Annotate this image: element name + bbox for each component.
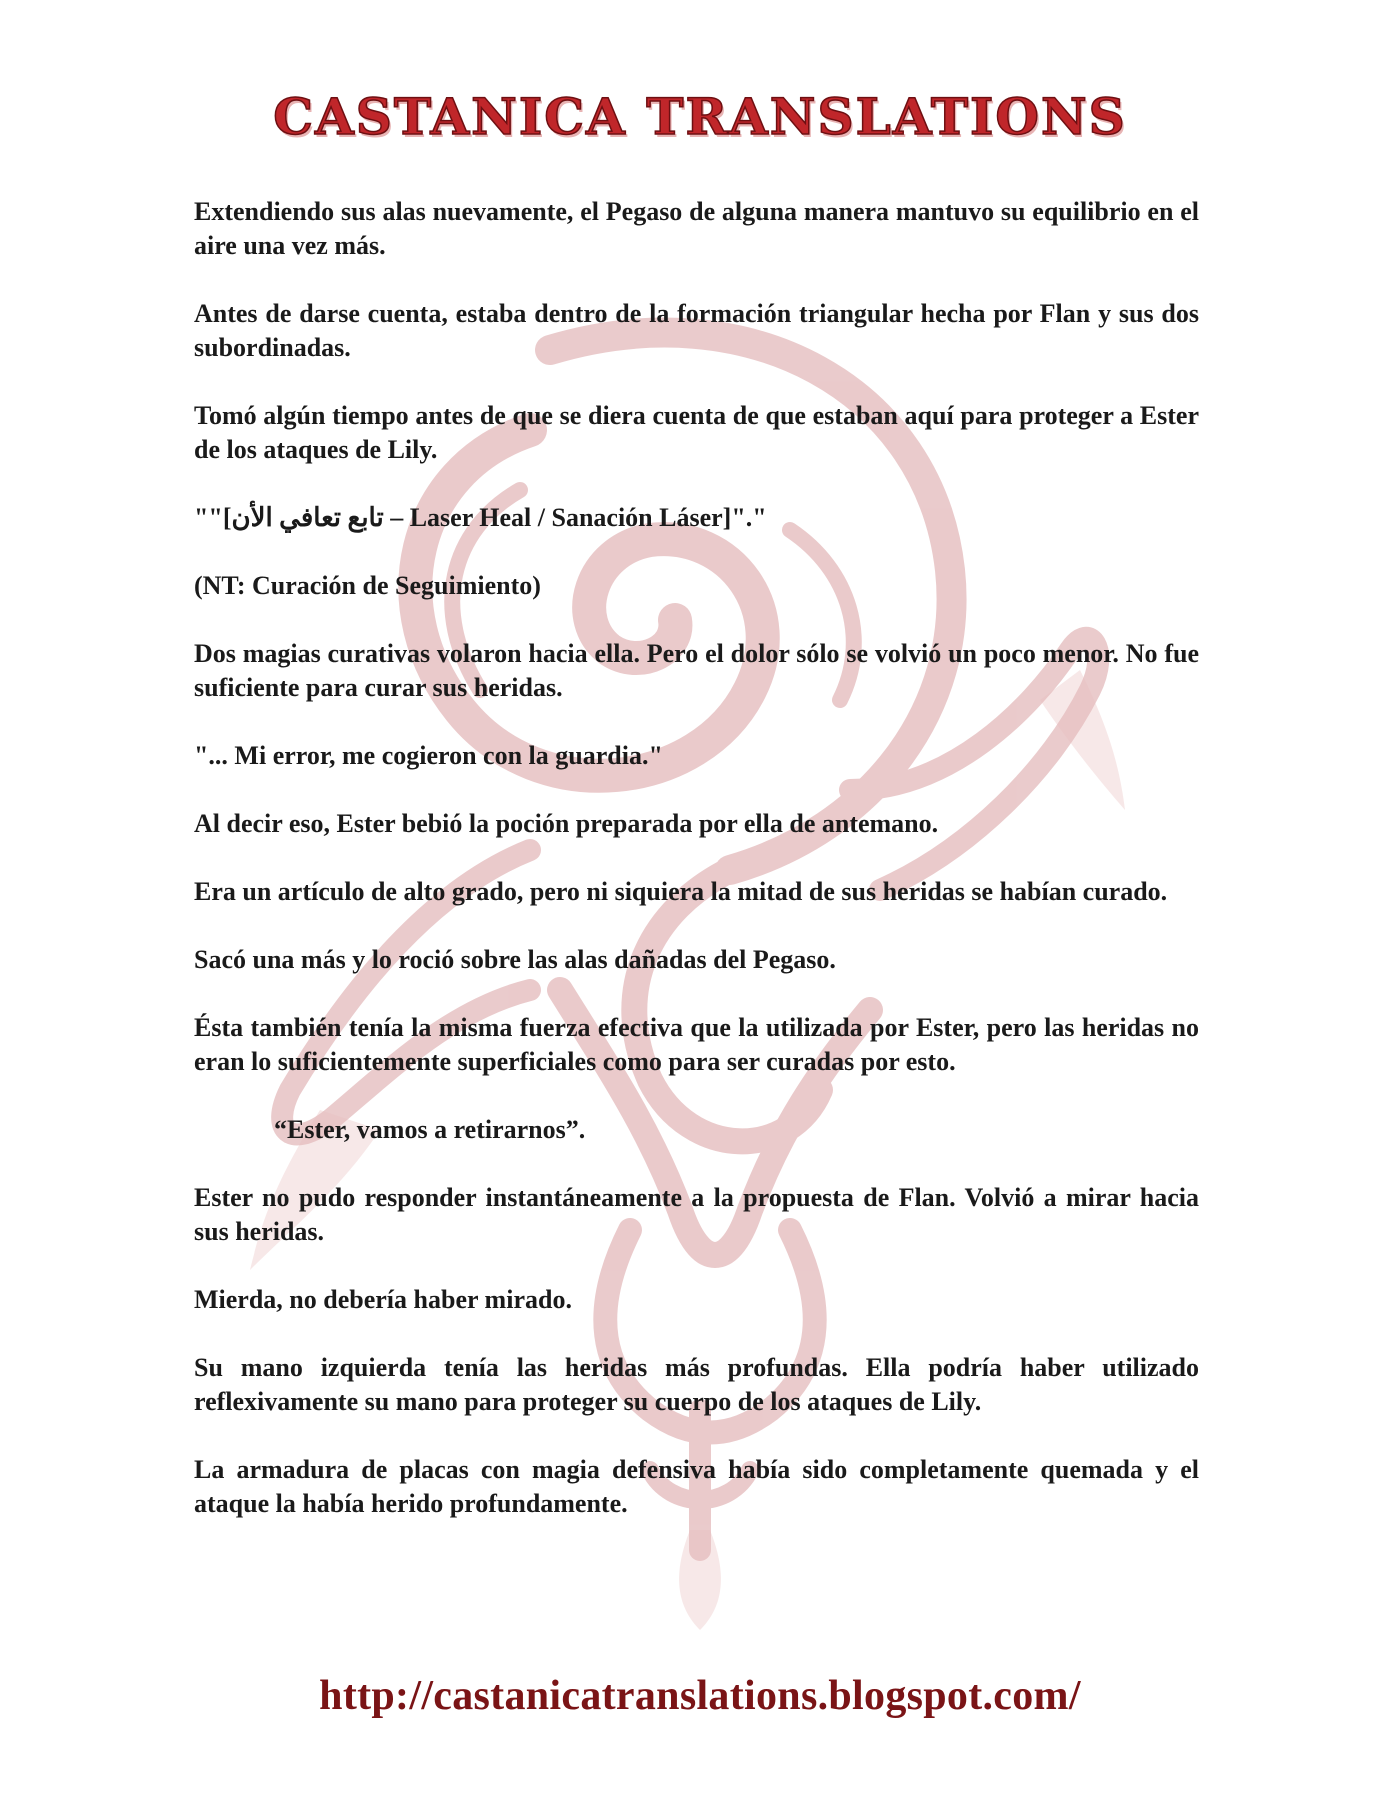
site-title: CASTANICA TRANSLATIONS — [273, 87, 1127, 146]
paragraph: Ésta también tenía la misma fuerza efectiva que la utilizada por Ester, pero las heridas no eran lo suficientemente superficiales como para ser curadas por esto. — [194, 1013, 1199, 1076]
paragraph: ""[تابع تعافي الأن – Laser Heal / Sanación Láser]"." — [194, 503, 767, 532]
paragraph: "... Mi error, me cogieron con la guardia." — [194, 741, 663, 770]
paragraph: Tomó algún tiempo antes de que se diera cuenta de que estaban aquí para proteger a Ester de los ataques de Lily. — [194, 401, 1199, 464]
paragraph: Mierda, no debería haber mirado. — [194, 1285, 572, 1314]
paragraph: Su mano izquierda tenía las heridas más profundas. Ella podría haber utilizado reflexivamente su mano para proteger su cuerpo de los ataques de Lily. — [194, 1353, 1199, 1416]
paragraph: Era un artículo de alto grado, pero ni siquiera la mitad de sus heridas se habían curado. — [194, 877, 1168, 906]
blog-url-link[interactable]: http://castanicatranslations.blogspot.com/ — [319, 1673, 1081, 1719]
chapter-text — [194, 195, 1199, 1555]
paragraph: La armadura de placas con magia defensiva había sido completamente quemada y el ataque la había herido profundamente. — [194, 1455, 1199, 1518]
paragraph: Extendiendo sus alas nuevamente, el Pegaso de alguna manera mantuvo su equilibrio en el aire una vez más. — [194, 197, 1199, 260]
paragraph: Sacó una más y lo roció sobre las alas dañadas del Pegaso. — [194, 945, 836, 974]
paragraph: Al decir eso, Ester bebió la poción preparada por ella de antemano. — [194, 809, 939, 838]
page-footer — [0, 1672, 1400, 1720]
paragraph: (NT: Curación de Seguimiento) — [194, 571, 541, 600]
paragraph: Ester no pudo responder instantáneamente a la propuesta de Flan. Volvió a mirar hacia sus heridas. — [194, 1183, 1199, 1246]
paragraph: “Ester, vamos a retirarnos”. — [274, 1115, 586, 1144]
paragraph: Dos magias curativas volaron hacia ella. Pero el dolor sólo se volvió un poco menor. No fue suficiente para curar sus heridas. — [194, 639, 1199, 702]
paragraph: Antes de darse cuenta, estaba dentro de la formación triangular hecha por Flan y sus dos subordinadas. — [194, 299, 1199, 362]
page-header — [0, 87, 1400, 146]
